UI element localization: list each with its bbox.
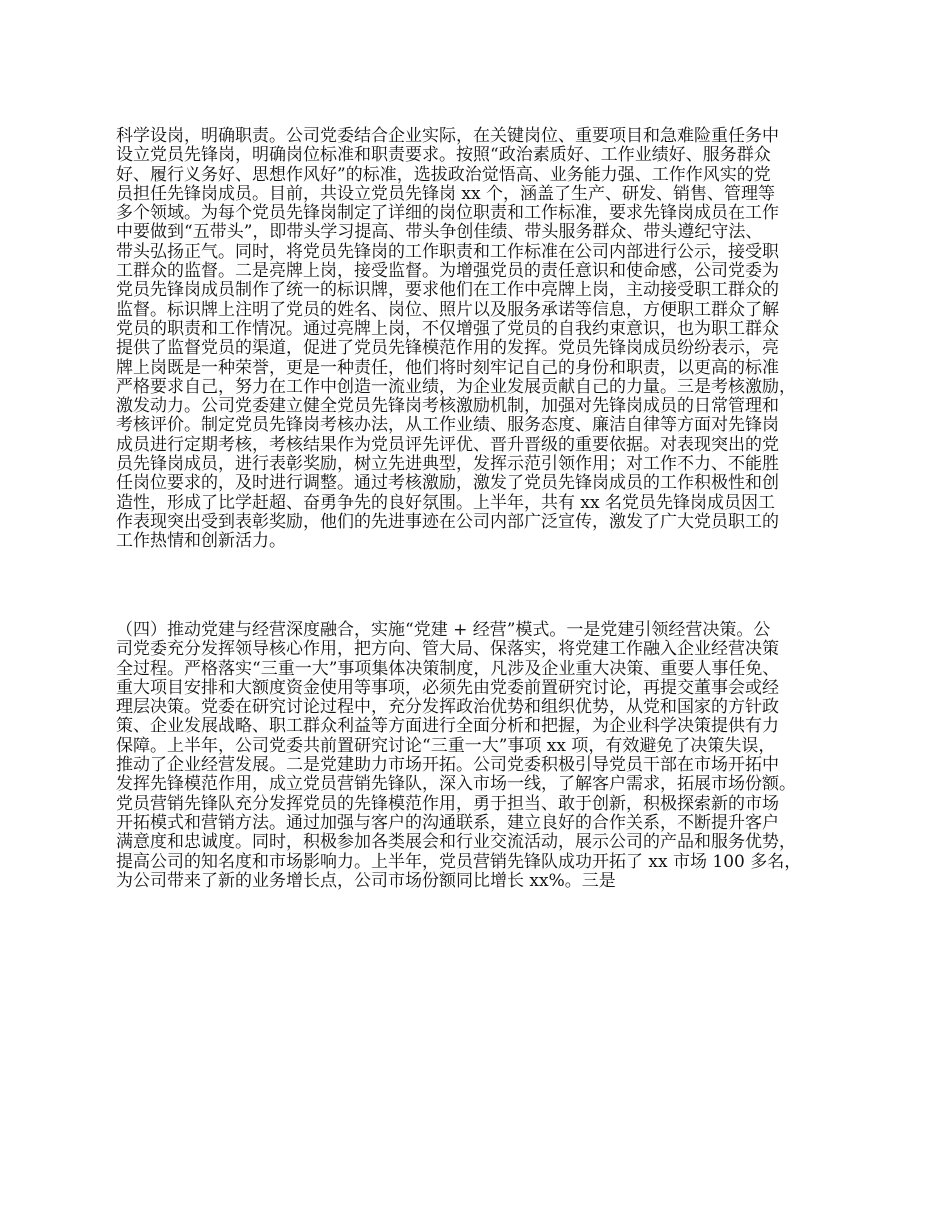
text-line: 员担任先锋岗成员。目前，共设立党员先锋岗 xx 个，涵盖了生产、研发、销售、管理等 — [116, 183, 775, 204]
text-line: 员先锋岗成员，进行表彰奖励，树立先进典型，发挥示范引领作用；对工作不力、不能胜 — [116, 454, 779, 475]
text-line: 提供了监督党员的渠道，促进了党员先锋模范作用的发挥。党员先锋岗成员纷纷表示，亮 — [116, 338, 779, 359]
text-line: 工群众的监督。二是亮牌上岗，接受监督。为增强党员的责任意识和使命感，公司党委为 — [116, 261, 779, 282]
text-line: 全过程。严格落实“三重一大”事项集体决策制度，凡涉及企业重大决策、重要人事任免、 — [116, 658, 780, 679]
text-line: 任岗位要求的，及时进行调整。通过考核激励，激发了党员先锋岗成员的工作积极性和创 — [116, 473, 779, 494]
text-line: 监督。标识牌上注明了党员的姓名、岗位、照片以及服务承诺等信息，方便职工群众了解 — [116, 299, 779, 320]
text-line: 司党委充分发挥领导核心作用，把方向、管大局、保落实，将党建工作融入企业经营决策 — [116, 639, 779, 660]
text-line: 好、履行义务好、思想作风好”的标准，选拔政治觉悟高、业务能力强、工作作风实的党 — [116, 164, 771, 185]
text-line: 保障。上半年，公司党委共前置研究讨论“三重一大”事项 xx 项，有效避免了决策失误， — [116, 735, 776, 756]
text-line: 多个领域。为每个党员先锋岗制定了详细的岗位职责和工作标准，要求先锋岗成员在工作 — [116, 203, 779, 224]
text-line: 中要做到“五带头”，即带头学习提高、带头争创佳绩、带头服务群众、带头遵纪守法、 — [116, 222, 763, 243]
text-line: 党员先锋岗成员制作了统一的标识牌，要求他们在工作中亮牌上岗，主动接受职工群众的 — [116, 280, 779, 301]
text-line: 党员营销先锋队充分发挥党员的先锋模范作用，勇于担当、敢于创新，积极探索新的市场 — [116, 793, 779, 814]
text-line: 造性，形成了比学赶超、奋勇争先的良好氛围。上半年，共有 xx 名党员先锋岗成员因工 — [116, 492, 775, 513]
text-line: 满意度和忠诚度。同时，积极参加各类展会和行业交流活动，展示公司的产品和服务优势， — [116, 832, 796, 853]
text-line: 激发动力。公司党委建立健全党员先锋岗考核激励机制，加强对先锋岗成员的日常管理和 — [116, 396, 779, 417]
text-line: 科学设岗，明确职责。公司党委结合企业实际，在关键岗位、重要项目和急难险重任务中 — [116, 126, 779, 146]
text-line: 严格要求自己，努力在工作中创造一流业绩，为企业发展贡献自己的力量。三是考核激励， — [116, 376, 796, 397]
text-line: 理层决策。党委在研究讨论过程中，充分发挥政治优势和组织优势，从党和国家的方针政 — [116, 697, 779, 718]
text-line: 设立党员先锋岗，明确岗位标准和职责要求。按照“政治素质好、工作业绩好、服务群众 — [116, 145, 771, 166]
body-paragraph-party-business-integration — [116, 621, 846, 891]
text-line: 开拓模式和营销方法。通过加强与客户的沟通联系，建立良好的合作关系，不断提升客户 — [116, 812, 779, 833]
body-paragraph-party-vanguard-post — [116, 127, 846, 552]
text-line: 提高公司的知名度和市场影响力。上半年，党员营销先锋队成功开拓了 xx 市场 100 多名， — [116, 851, 802, 872]
text-line: （四）推动党建与经营深度融合，实施“党建 + 经营”模式。一是党建引领经营决策。公 — [116, 620, 771, 640]
text-line: 成员进行定期考核，考核结果作为党员评先评优、晋升晋级的重要依据。对表现突出的党 — [116, 434, 779, 455]
text-line: 考核评价。制定党员先锋岗考核办法，从工作业绩、服务态度、廉洁自律等方面对先锋岗 — [116, 415, 779, 436]
text-line: 牌上岗既是一种荣誉，更是一种责任，他们将时刻牢记自己的身份和职责，以更高的标准 — [116, 357, 779, 378]
text-line: 作表现突出受到表彰奖励，他们的先进事迹在公司内部广泛宣传，激发了广大党员职工的 — [116, 511, 779, 532]
text-line: 工作热情和创新活力。 — [116, 531, 286, 552]
text-line: 带头弘扬正气。同时，将党员先锋岗的工作职责和工作标准在公司内部进行公示，接受职 — [116, 241, 779, 262]
text-line: 推动了企业经营发展。二是党建助力市场开拓。公司党委积极引导党员干部在市场开拓中 — [116, 755, 779, 776]
text-line: 党员的职责和工作情况。通过亮牌上岗，不仅增强了党员的自我约束意识，也为职工群众 — [116, 318, 779, 339]
text-line: 发挥先锋模范作用，成立党员营销先锋队，深入市场一线，了解客户需求，拓展市场份额。 — [116, 774, 796, 795]
text-line: 策、企业发展战略、职工群众利益等方面进行全面分析和把握，为企业科学决策提供有力 — [116, 716, 779, 737]
text-line: 重大项目安排和大额度资金使用等事项，必须先由党委前置研究讨论，再提交董事会或经 — [116, 677, 779, 698]
text-line: 为公司带来了新的业务增长点，公司市场份额同比增长 xx%。三是 — [116, 870, 616, 891]
